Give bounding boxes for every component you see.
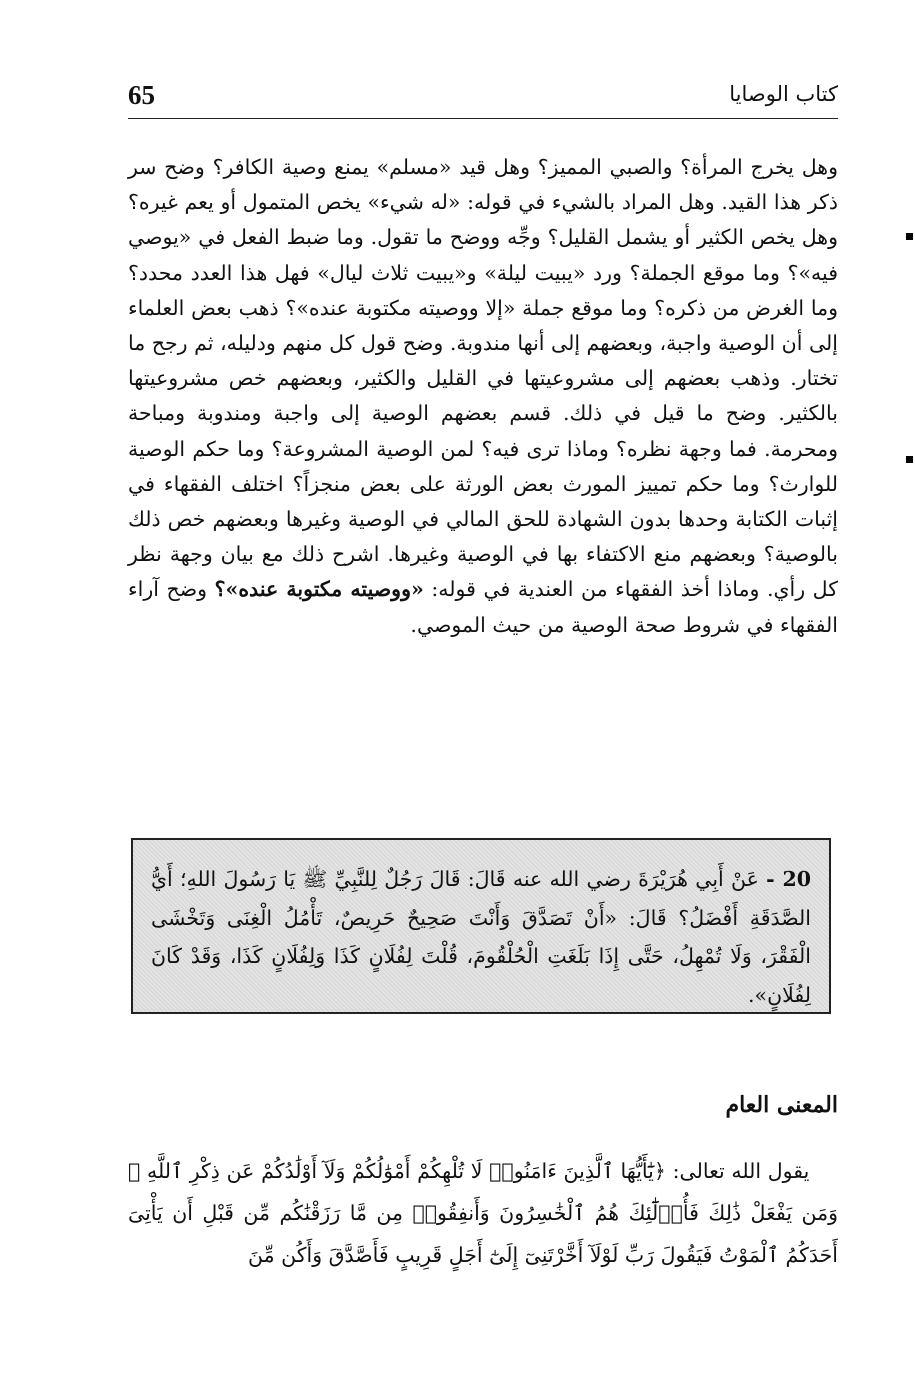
margin-mark (906, 456, 913, 463)
page-number: 65 (128, 80, 155, 110)
page-header (128, 78, 838, 118)
hadith-box (131, 838, 831, 1014)
verse-intro: يقول الله تعالى: (672, 1159, 810, 1183)
bold-quote: «ووصيته مكتوبة عنده»؟ (214, 577, 424, 602)
verse-paragraph (128, 1150, 838, 1276)
book-title: كتاب الوصايا (729, 82, 838, 106)
hadith-number: 20 - (766, 867, 811, 891)
section-heading: المعنى العام (725, 1092, 838, 1118)
questions-paragraph (128, 150, 838, 643)
hadith-text: عَنْ أَبِي هُرَيْرَةَ رضي الله عنه قَالَ: قَالَ رَجُلٌ لِلنَّبِيِّ ﷺ يَا رَسُولَ اللهِ؛ أَيُّ الصَّدَقَةِ أَفْضَلُ؟ قَالَ: «أَنْ تَصَدَّقَ وَأَنْتَ صَحِيحٌ حَرِيصٌ، تَأْمُلُ الْغِنَى وَتَخْشَى الْفَقْرَ، وَلَا تُمْهِلُ، حَتَّى إِذَا بَلَغَتِ الْحُلْقُومَ، قُلْتَ لِفُلَانٍ كَذَا وَلِفُلَانٍ كَذَا، وَقَدْ كَانَ لِفُلَانٍ». (151, 867, 811, 1007)
paragraph-text: وهل يخرج المرأة؟ والصبي المميز؟ وهل قيد «مسلم» يمنع وصية الكافر؟ وضح سر ذكر هذا القيد. وهل المراد بالشيء في قوله: «له شيء» يخص المتمول أو يعم غيره؟ وهل يخص الكثير أو يشمل القليل؟ وجِّه ووضح ما تقول. وما ضبط الفعل في «يوصي فيه»؟ وما موقع الجملة؟ ورد «يبيت ليلة» و«يبيت ثلاث ليال» فهل هذا العدد محدد؟ وما الغرض من ذكره؟ وما موقع جملة «إلا ووصيته مكتوبة عنده»؟ ذهب بعض العلماء إلى أن الوصية واجبة، وبعضهم إلى أنها مندوبة. وضح قول كل منهم ودليله، ثم رجح ما تختار. وذهب بعضهم إلى مشروعيتها في القليل والكثير، وبعضهم خص مشروعيتها بالكثير. وضح ما قيل في ذلك. قسم بعضهم الوصية إلى واجبة ومندوبة ومباحة ومحرمة. فما وجهة نظره؟ وماذا ترى فيه؟ لمن الوصية المشروعة؟ وما حكم الوصية للوارث؟ وما حكم تمييز المورث بعض الورثة على بعض منجزاً؟ اختلف الفقهاء في إثبات الكتابة وحدها بدون الشهادة للحق المالي في الوصية وغيرها وبعضهم خص ذلك بالوصية؟ وبعضهم منع الاكتفاء بها في الوصية وغيرها. اشرح ذلك مع بيان وجهة نظر كل رأي. وماذا أخذ الفقهاء من العندية في قوله: (128, 155, 838, 602)
quran-verse: ﴿يَٰٓأَيُّهَا ٱلَّذِينَ ءَامَنُوا۟ لَا تُلْهِكُمْ أَمْوَٰلُكُمْ وَلَآ أَوْلَٰدُكُمْ عَن ذِكْرِ ٱللَّهِ ۚ وَمَن يَفْعَلْ ذَٰلِكَ فَأُو۟لَٰٓئِكَ هُمُ ٱلْخَٰسِرُونَ وَأَنفِقُوا۟ مِن مَّا رَزَقْنَٰكُم مِّن قَبْلِ أَن يَأْتِىَ أَحَدَكُمُ ٱلْمَوْتُ فَيَقُولَ رَبِّ لَوْلَآ أَخَّرْتَنِىٓ إِلَىٰٓ أَجَلٍ قَرِيبٍ فَأَصَّدَّقَ وَأَكُن مِّنَ (128, 1159, 838, 1267)
hadith-text-block (151, 860, 811, 1014)
margin-mark (906, 233, 913, 240)
header-rule (128, 118, 838, 119)
paragraph-text: وضح آراء الفقهاء في شروط صحة الوصية من حيث الموصي. (128, 577, 838, 637)
